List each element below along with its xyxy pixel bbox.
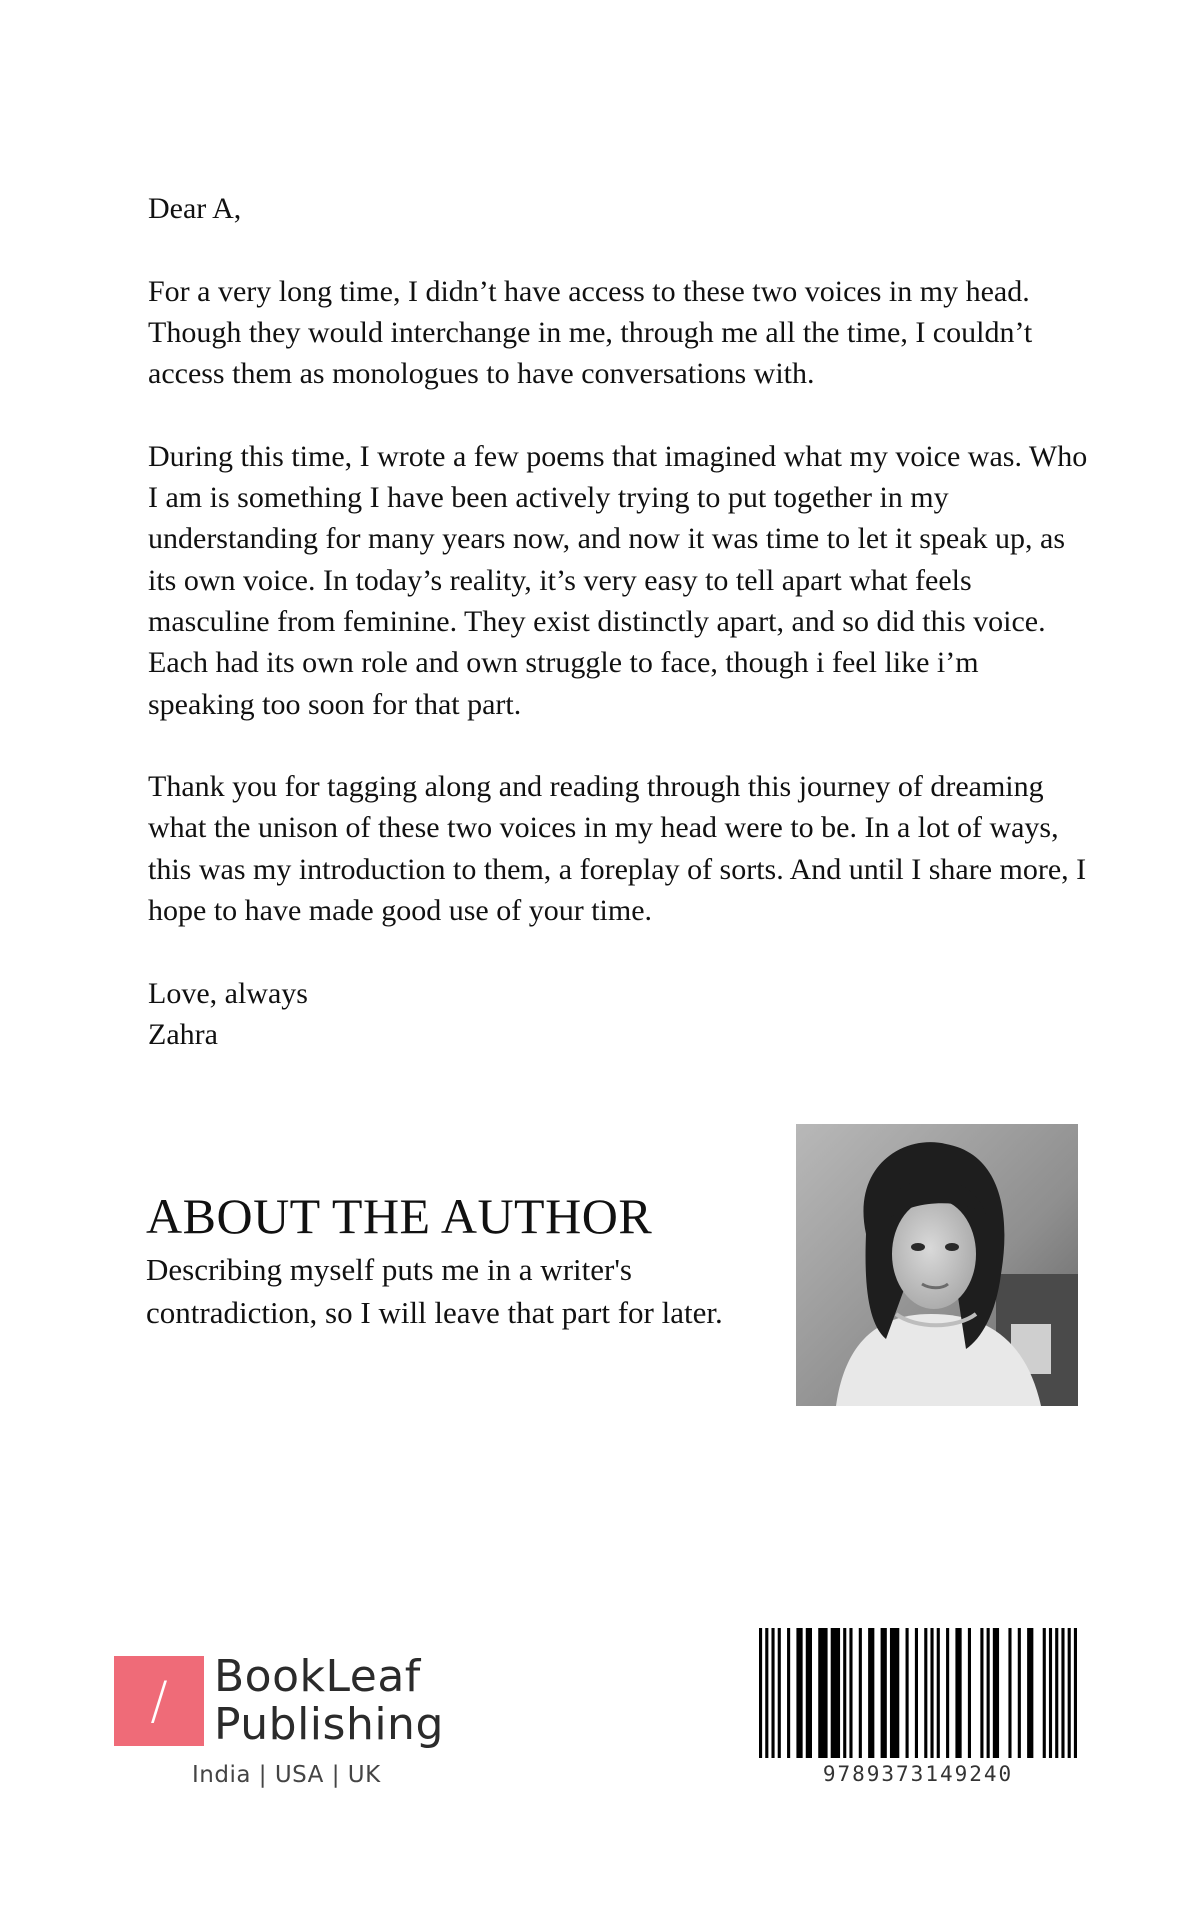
- publisher-name-line-2: Publishing: [214, 1699, 444, 1750]
- about-title: ABOUT THE AUTHOR: [146, 1188, 653, 1244]
- about-body-line-2: contradiction, so I will leave that part for later.: [146, 1295, 723, 1330]
- barcode-bar: [906, 1628, 909, 1758]
- barcode-bar: [987, 1628, 990, 1758]
- barcode-bar: [759, 1628, 762, 1758]
- barcode-bar: [771, 1628, 774, 1758]
- isbn-number: 9789373149240: [822, 1762, 1014, 1786]
- barcode-bar: [955, 1628, 961, 1758]
- barcode-bar: [868, 1628, 874, 1758]
- barcode-bar: [1068, 1628, 1071, 1758]
- about-the-author: [146, 1188, 786, 1334]
- barcode-bar: [765, 1628, 768, 1758]
- letter: [148, 188, 1088, 1055]
- barcode-bar: [993, 1628, 999, 1758]
- barcode-bar: [787, 1628, 790, 1758]
- letter-paragraph-1: For a very long time, I didn’t have access to these two voices in my head. Though they would interchange in me, through me all the time, I couldn’t access them as monologues to have conversations with.: [148, 274, 1033, 391]
- publisher-name-line-1: BookLeaf: [214, 1651, 421, 1702]
- barcode-bar: [937, 1628, 940, 1758]
- barcode-bar: [859, 1628, 862, 1758]
- author-portrait-photo-icon: [796, 1124, 1078, 1406]
- barcode-bar: [1043, 1628, 1046, 1758]
- letter-closing: Love, always: [148, 976, 308, 1010]
- barcode-bar: [1049, 1628, 1052, 1758]
- barcode-bar: [1074, 1628, 1077, 1758]
- barcode-icon: [758, 1628, 1078, 1758]
- about-body-line-1: Describing myself puts me in a writer's: [146, 1252, 632, 1287]
- barcode-bar: [849, 1628, 852, 1758]
- letter-paragraph-3: Thank you for tagging along and reading through this journey of dreaming what the unison of these two voices in my head were to be. In a lot of ways, this was my introduction to them, a foreplay of sorts. And until I share more, I hope to have made good use of your time.: [148, 770, 1087, 928]
- logo-slash-icon: /: [150, 1671, 168, 1731]
- barcode-bar: [1061, 1628, 1064, 1758]
- barcode-bar: [818, 1628, 827, 1758]
- barcode-bar: [1027, 1628, 1033, 1758]
- barcode-bar: [924, 1628, 927, 1758]
- barcode-bar: [796, 1628, 802, 1758]
- author-photo: [796, 1124, 1078, 1406]
- barcode-bar: [831, 1628, 840, 1758]
- barcode-bar: [968, 1628, 971, 1758]
- barcode-bar: [806, 1628, 812, 1758]
- barcode-bar: [1008, 1628, 1011, 1758]
- publisher-locations: India | USA | UK: [192, 1762, 381, 1788]
- letter-paragraph-2: During this time, I wrote a few poems that imagined what my voice was. Who I am is something I have been actively trying to put together in my understanding for many years now, and now it was time to let it speak up, as its own voice. In today’s reality, it’s very easy to tell apart what feels masculine from feminine. They exist distinctly apart, and so did this voice. Each had its own role and own struggle to face, though i feel like i’m speaking too soon for that part.: [148, 439, 1088, 721]
- barcode-bar: [946, 1628, 949, 1758]
- about-body: [146, 1248, 786, 1334]
- barcode-bar: [980, 1628, 983, 1758]
- barcode-bar: [890, 1628, 899, 1758]
- barcode-bar: [843, 1628, 846, 1758]
- barcode-bar: [881, 1628, 887, 1758]
- letter-salutation: Dear A,: [148, 192, 242, 225]
- barcode-bar: [930, 1628, 933, 1758]
- barcode-bar: [1055, 1628, 1058, 1758]
- barcode-bar: [778, 1628, 781, 1758]
- letter-signature: Zahra: [148, 1017, 218, 1051]
- barcode-bar: [915, 1628, 918, 1758]
- barcode-bar: [1018, 1628, 1021, 1758]
